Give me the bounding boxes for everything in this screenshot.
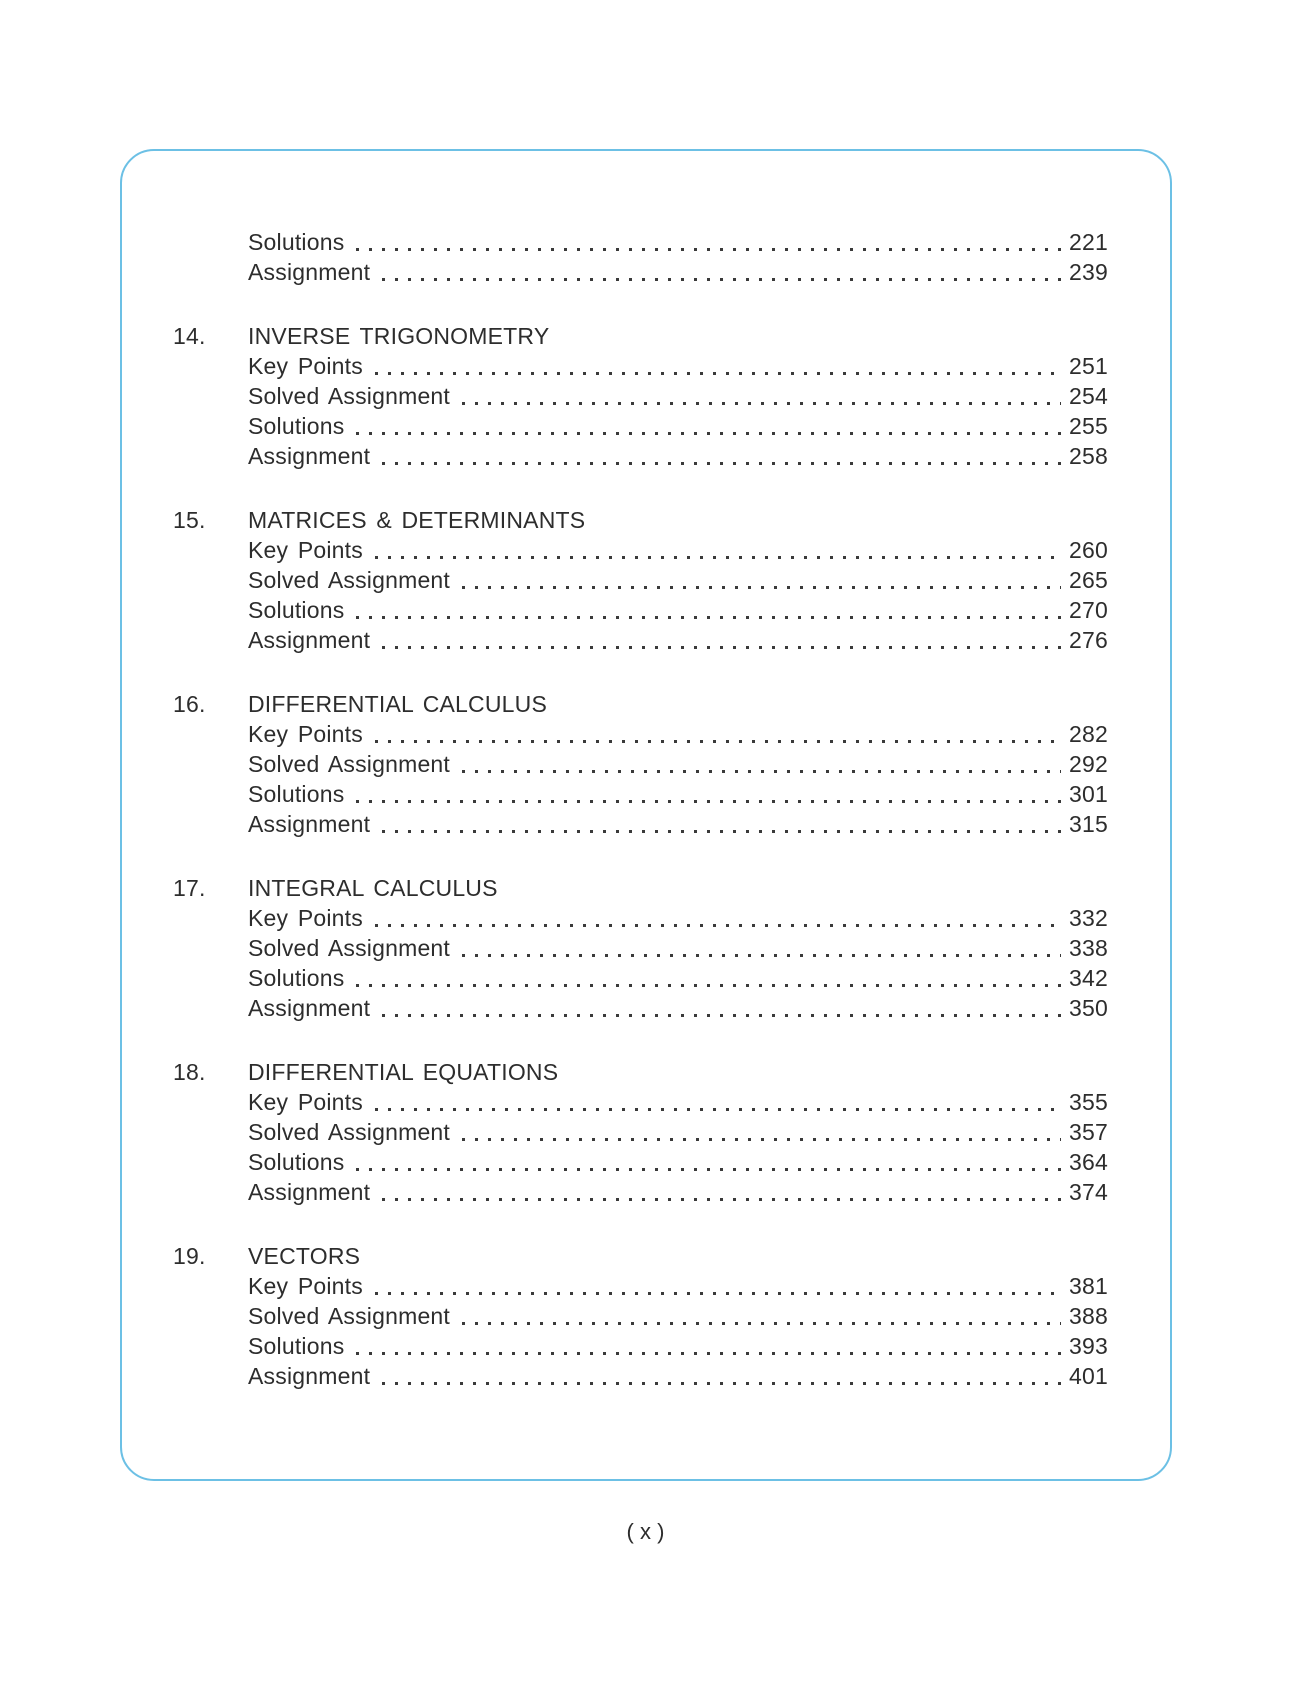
section-title: DIFFERENTIAL EQUATIONS	[248, 1059, 559, 1085]
toc-row	[173, 809, 1108, 839]
toc-section-heading	[173, 321, 1108, 351]
entry-page-number: 342	[1069, 965, 1108, 991]
entry-page-number: 276	[1069, 627, 1108, 653]
toc-row	[173, 963, 1108, 993]
toc-row	[173, 441, 1108, 471]
entry-page-number: 350	[1069, 995, 1108, 1021]
entry-label: Assignment	[248, 259, 371, 285]
toc-row	[173, 903, 1108, 933]
toc-row	[173, 1117, 1108, 1147]
dot-leader	[462, 1138, 1061, 1141]
toc-row	[173, 719, 1108, 749]
entry-page-number: 315	[1069, 811, 1108, 837]
toc-section	[173, 321, 1108, 471]
entry-page-number: 357	[1069, 1119, 1108, 1145]
entry-page-number: 270	[1069, 597, 1108, 623]
dot-leader	[356, 984, 1061, 987]
entry-label: Solutions	[248, 1149, 345, 1175]
toc-row	[173, 257, 1108, 287]
entry-label: Assignment	[248, 995, 371, 1021]
section-title: DIFFERENTIAL CALCULUS	[248, 691, 548, 717]
section-title: INVERSE TRIGONOMETRY	[248, 323, 550, 349]
entry-page-number: 260	[1069, 537, 1108, 563]
toc-section-heading	[173, 1241, 1108, 1271]
entry-page-number: 393	[1069, 1333, 1108, 1359]
entry-label: Solved Assignment	[248, 1303, 451, 1329]
entry-page-number: 355	[1069, 1089, 1108, 1115]
dot-leader	[382, 1382, 1061, 1385]
chapter-number: 15.	[173, 507, 206, 533]
entry-label: Key Points	[248, 905, 363, 931]
entry-page-number: 332	[1069, 905, 1108, 931]
entry-page-number: 255	[1069, 413, 1108, 439]
toc-section	[173, 1241, 1108, 1391]
dot-leader	[462, 402, 1061, 405]
toc-row	[173, 595, 1108, 625]
chapter-number: 16.	[173, 691, 206, 717]
toc-row	[173, 993, 1108, 1023]
entry-page-number: 401	[1069, 1363, 1108, 1389]
page-number-footer: ( x )	[626, 1519, 665, 1544]
entry-label: Solutions	[248, 1333, 345, 1359]
entry-label: Key Points	[248, 1273, 363, 1299]
dot-leader	[375, 372, 1061, 375]
section-title: MATRICES & DETERMINANTS	[248, 507, 586, 533]
toc-row	[173, 1331, 1108, 1361]
toc-section-heading	[173, 1057, 1108, 1087]
entry-page-number: 239	[1069, 259, 1108, 285]
dot-leader	[462, 954, 1061, 957]
toc-row	[173, 1087, 1108, 1117]
dot-leader	[462, 770, 1061, 773]
toc-section	[173, 689, 1108, 839]
toc-row	[173, 411, 1108, 441]
chapter-number: 14.	[173, 323, 206, 349]
entry-label: Key Points	[248, 353, 363, 379]
dot-leader	[375, 556, 1061, 559]
entry-page-number: 374	[1069, 1179, 1108, 1205]
toc-border-box	[120, 149, 1172, 1481]
dot-leader	[356, 248, 1061, 251]
dot-leader	[356, 800, 1061, 803]
entry-page-number: 258	[1069, 443, 1108, 469]
toc-row	[173, 1147, 1108, 1177]
toc-row	[173, 1271, 1108, 1301]
dot-leader	[382, 1014, 1061, 1017]
toc-row	[173, 749, 1108, 779]
toc-row	[173, 227, 1108, 257]
entry-page-number: 364	[1069, 1149, 1108, 1175]
toc-row	[173, 1361, 1108, 1391]
toc-row	[173, 381, 1108, 411]
toc-section	[173, 505, 1108, 655]
toc-row	[173, 351, 1108, 381]
entry-label: Key Points	[248, 721, 363, 747]
toc-section	[173, 873, 1108, 1023]
dot-leader	[382, 278, 1061, 281]
toc-row	[173, 1177, 1108, 1207]
chapter-number: 18.	[173, 1059, 206, 1085]
dot-leader	[382, 646, 1061, 649]
entry-label: Solved Assignment	[248, 751, 451, 777]
entry-label: Solved Assignment	[248, 383, 451, 409]
dot-leader	[375, 924, 1061, 927]
dot-leader	[356, 1352, 1061, 1355]
toc-section-heading	[173, 873, 1108, 903]
entry-page-number: 301	[1069, 781, 1108, 807]
entry-label: Assignment	[248, 811, 371, 837]
dot-leader	[382, 830, 1061, 833]
dot-leader	[375, 1108, 1061, 1111]
toc-section-heading	[173, 689, 1108, 719]
toc-row	[173, 565, 1108, 595]
entry-page-number: 254	[1069, 383, 1108, 409]
entry-label: Assignment	[248, 443, 371, 469]
entry-page-number: 265	[1069, 567, 1108, 593]
dot-leader	[382, 462, 1061, 465]
toc-row	[173, 933, 1108, 963]
toc-row	[173, 1301, 1108, 1331]
dot-leader	[462, 1322, 1061, 1325]
entry-page-number: 282	[1069, 721, 1108, 747]
entry-label: Key Points	[248, 1089, 363, 1115]
entry-label: Assignment	[248, 1363, 371, 1389]
entry-page-number: 251	[1069, 353, 1108, 379]
toc-row	[173, 535, 1108, 565]
entry-label: Solutions	[248, 781, 345, 807]
section-title: VECTORS	[248, 1243, 361, 1269]
dot-leader	[356, 1168, 1061, 1171]
entry-label: Solutions	[248, 965, 345, 991]
entry-page-number: 381	[1069, 1273, 1108, 1299]
entry-label: Solutions	[248, 597, 345, 623]
entry-label: Assignment	[248, 1179, 371, 1205]
entry-label: Assignment	[248, 627, 371, 653]
dot-leader	[356, 616, 1061, 619]
chapter-number: 19.	[173, 1243, 206, 1269]
entry-label: Solved Assignment	[248, 1119, 451, 1145]
section-title: INTEGRAL CALCULUS	[248, 875, 498, 901]
entry-label: Solved Assignment	[248, 567, 451, 593]
entry-label: Key Points	[248, 537, 363, 563]
entry-page-number: 292	[1069, 751, 1108, 777]
dot-leader	[462, 586, 1061, 589]
entry-page-number: 338	[1069, 935, 1108, 961]
entry-label: Solved Assignment	[248, 935, 451, 961]
toc-section-heading	[173, 505, 1108, 535]
entry-label: Solutions	[248, 229, 345, 255]
chapter-number: 17.	[173, 875, 206, 901]
dot-leader	[375, 740, 1061, 743]
entry-page-number: 221	[1069, 229, 1108, 255]
entry-page-number: 388	[1069, 1303, 1108, 1329]
entry-label: Solutions	[248, 413, 345, 439]
dot-leader	[356, 432, 1061, 435]
toc-row	[173, 625, 1108, 655]
toc-content	[122, 151, 1170, 1431]
dot-leader	[375, 1292, 1061, 1295]
toc-row	[173, 779, 1108, 809]
dot-leader	[382, 1198, 1061, 1201]
toc-section	[173, 1057, 1108, 1207]
